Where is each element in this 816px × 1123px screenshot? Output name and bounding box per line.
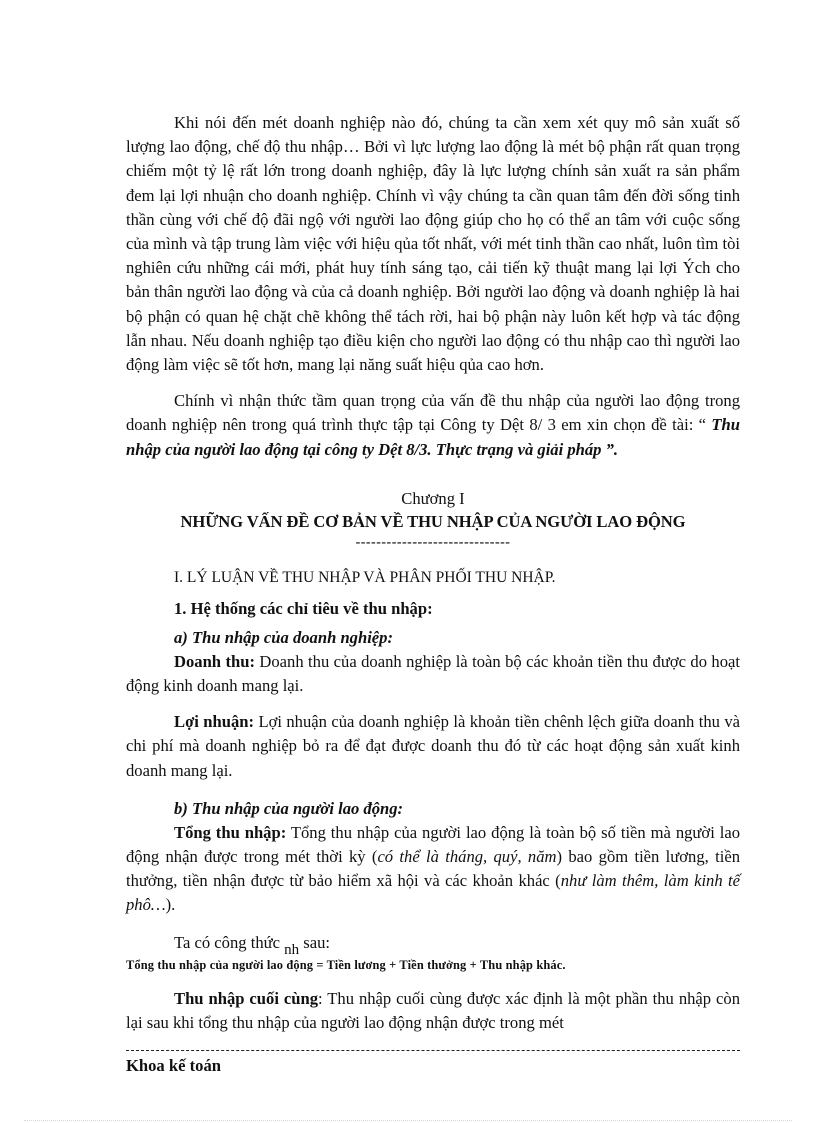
enterprise-income-heading: a) Thu nhập của doanh nghiệp: — [174, 627, 394, 647]
footer-department: Khoa kế toán — [126, 1056, 221, 1075]
formula-intro-before: Ta có công thức — [174, 932, 280, 952]
final-income-term: Thu nhập cuối cùng — [174, 988, 318, 1008]
profit-text: Lợi nhuận của doanh nghiệp là khoản tiền chênh lệch giữa doanh thu và chi phí mà doanh nghiệp bỏ ra để đạt được doanh thu đó từ các hoạt động sản xuất kinh doanh mang lại. — [126, 712, 740, 780]
footer-divider — [126, 1050, 740, 1051]
intro-paragraph: Khi nói đến mét doanh nghiệp nào đó, chúng ta cần xem xét quy mô sản xuất số lượng lao động, chế độ thu nhập… Bởi vì lực lượng lao động là mét bộ phận rất quan trọng chiếm một tỷ lệ rất lớn trong doanh nghiệp, đây là lực lượng chính sản xuất ra sản phẩm đem lại lợi nhuận cho doanh nghiệp. Chính vì vậy chúng ta cần quan tâm đến đời sống tinh thần cùng với chế độ đãi ngộ với người lao động giúp cho họ có thể an tâm với cuộc sống của mình và tập trung làm việc với hiệu qủa tốt nhất, với mét tinh thần cao nhất, luôn tìm tòi nghiên cứu những cái mới, phát huy tính sáng tạo, cải tiến kỹ thuật mang lại lợi Ých cho bản thân người lao động và của cả doanh nghiệp. Bởi người lao động và doanh nghiệp là hai bộ phận có quan hệ chặt chẽ không thể tách rời, hai bộ phận này luôn kết hợp và tác động lẫn nhau. Nếu doanh nghiệp tạo điều kiện cho người lao động có thu nhập cao thì người lao động làm việc sẽ tốt hơn, mang lại năng suất hiệu qủa cao hơn. — [126, 113, 740, 375]
formula-intro — [126, 932, 740, 958]
formula-intro-sub: nh — [284, 941, 300, 958]
topic-paragraph — [126, 389, 740, 462]
profit-term: Lợi nhuận: — [174, 712, 255, 732]
formula-intro-after: sau: — [299, 932, 331, 952]
chapter-divider: ------------------------------ — [355, 534, 511, 550]
revenue-paragraph — [126, 650, 740, 698]
final-income-text: : Thu nhập cuối cùng được xác định là một phần thu nhập còn lại sau khi tổng thu nhập của người lao động nhận được trong mét — [126, 988, 740, 1032]
final-income-paragraph — [126, 987, 740, 1035]
page-bottom-edge — [24, 1120, 792, 1121]
total-income-text-2: ) bao gồm tiền lương, tiền thưởng, tiền nhận được từ bảo hiểm xã hội và các khoản khác ( — [126, 847, 740, 891]
topic-intro-text: Chính vì nhận thức tầm quan trọng của vấn đề thu nhập của người lao động trong doanh nghiệp nên trong quá trình thực tập tại Công ty Dệt 8/ 3 em xin chọn đề tài: “ — [126, 391, 740, 435]
total-income-text-3: ). — [165, 895, 176, 915]
revenue-term: Doanh thu: — [174, 651, 255, 671]
total-income-examples: như làm thêm, làm kinh tế phô… — [126, 871, 740, 915]
total-income-period: có thể là tháng, quý, năm — [377, 847, 557, 867]
subsection-heading: 1. Hệ thống các chỉ tiêu về thu nhập: — [174, 598, 433, 618]
total-income-term: Tổng thu nhập: — [174, 822, 287, 842]
income-formula: Tổng thu nhập của người lao động = Tiền lương + Tiền thưởng + Thu nhập khác. — [126, 957, 566, 972]
total-income-paragraph — [126, 821, 740, 918]
section-heading: I. LÝ LUẬN VỀ THU NHẬP VÀ PHÂN PHỐI THU NHẬP. — [174, 568, 556, 586]
topic-title: Thu nhập của người lao động tại công ty Dệt 8/3. Thực trạng và giải pháp ”. — [126, 415, 740, 459]
chapter-title: NHỮNG VẤN ĐỀ CƠ BẢN VỀ THU NHẬP CỦA NGƯỜI LAO ĐỘNG — [180, 511, 686, 531]
total-income-text: Tổng thu nhập của người lao động là toàn bộ số tiền mà người lao động nhận được trong mét thời kỳ ( — [126, 822, 740, 867]
page-content — [126, 111, 740, 1035]
worker-income-heading: b) Thu nhập của người lao động: — [174, 798, 404, 818]
profit-paragraph — [126, 710, 740, 783]
chapter-number: Chương I — [401, 488, 465, 508]
revenue-text: Doanh thu của doanh nghiệp là toàn bộ các khoản tiền thu được do hoạt động kinh doanh mang lại. — [126, 651, 740, 696]
